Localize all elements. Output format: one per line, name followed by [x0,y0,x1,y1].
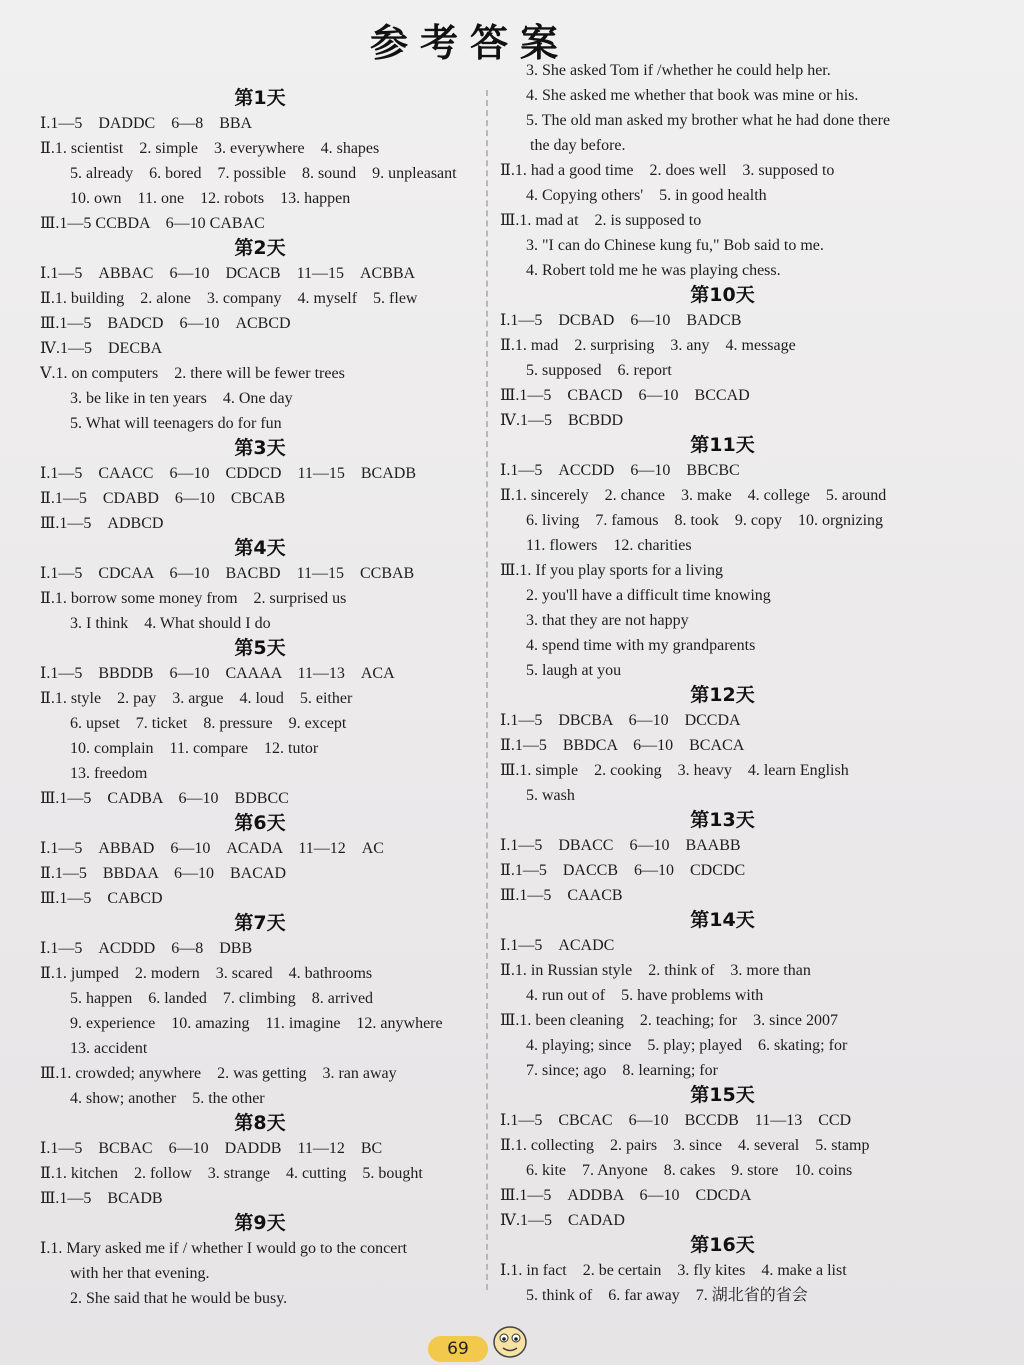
answer-line: Ⅲ.1—5 BCADB [40,1190,163,1207]
answer-line: Ⅱ.1. jumped 2. modern 3. scared 4. bathrooms [40,965,373,982]
answer-line: 4. Copying others' 5. in good health [526,187,767,204]
answer-line: Ⅲ.1—5 CCBDA 6—10 CABAC [40,215,265,232]
page-number: 69 [428,1336,488,1362]
answer-line: the day before. [530,137,626,154]
answer-line: Ⅰ.1—5 ACADC [500,937,615,954]
answer-line: Ⅰ.1—5 CDCAA 6—10 BACBD 11—15 CCBAB [40,565,415,582]
day-heading: 第10天 [690,284,755,306]
answer-line: Ⅱ.1. building 2. alone 3. company 4. myself 5. flew [40,290,418,307]
answer-line: 4. show; another 5. the other [70,1090,265,1107]
day-heading: 第2天 [234,237,286,259]
answer-line: Ⅳ.1—5 CADAD [500,1212,625,1229]
answer-line: 4. Robert told me he was playing chess. [526,262,781,279]
answer-line: Ⅰ.1—5 BBDDB 6—10 CAAAA 11—13 ACA [40,665,395,682]
answer-line: Ⅱ.1. scientist 2. simple 3. everywhere 4. shapes [40,140,380,157]
answer-line: Ⅰ.1—5 DADDC 6—8 BBA [40,115,253,132]
answer-line: Ⅰ.1—5 ABBAD 6—10 ACADA 11—12 AC [40,840,384,857]
answer-line: 5. What will teenagers do for fun [70,415,282,432]
answer-line: 2. She said that he would be busy. [70,1290,288,1307]
answer-line: 10. own 11. one 12. robots 13. happen [70,190,351,207]
answer-line: Ⅲ.1—5 CABCD [40,890,163,907]
answer-line: 7. since; ago 8. learning; for [526,1062,718,1079]
answer-line: 10. complain 11. compare 12. tutor [70,740,319,757]
answer-line: Ⅰ.1. in fact 2. be certain 3. fly kites 4. make a list [500,1262,847,1279]
answer-line: Ⅲ.1—5 CAACB [500,887,623,904]
answer-line: 5. happen 6. landed 7. climbing 8. arrived [70,990,374,1007]
cartoon-mascot-icon [488,1318,532,1362]
answer-line: Ⅰ.1—5 CAACC 6—10 CDDCD 11—15 BCADB [40,465,416,482]
day-heading: 第6天 [234,812,286,834]
answer-line: 3. "I can do Chinese kung fu," Bob said to me. [526,237,824,254]
answer-line: 5. The old man asked my brother what he had done there [526,112,891,129]
right-column [500,58,945,1308]
answer-line: 3. be like in ten years 4. One day [70,390,293,407]
answer-line: 13. accident [70,1040,148,1057]
answer-line: Ⅱ.1. style 2. pay 3. argue 4. loud 5. either [40,690,353,707]
answer-line: 4. playing; since 5. play; played 6. skating; for [526,1037,848,1054]
day-heading: 第8天 [234,1112,286,1134]
answer-line: Ⅰ.1—5 ACDDD 6—8 DBB [40,940,253,957]
answer-line: 2. you'll have a difficult time knowing [526,587,771,604]
day-heading: 第1天 [234,87,286,109]
answer-line: Ⅳ.1—5 BCBDD [500,412,624,429]
answer-line: 3. I think 4. What should I do [70,615,271,632]
answer-line: Ⅱ.1. in Russian style 2. think of 3. more than [500,962,811,979]
answer-line: Ⅰ.1—5 CBCAC 6—10 BCCDB 11—13 CCD [500,1112,852,1129]
answer-line: Ⅰ.1—5 DBACC 6—10 BAABB [500,837,741,854]
day-heading: 第12天 [690,684,755,706]
day-heading: 第7天 [234,912,286,934]
answer-line: Ⅲ.1. been cleaning 2. teaching; for 3. since 2007 [500,1012,839,1029]
answer-line: with her that evening. [70,1265,210,1282]
answer-line: 13. freedom [70,765,148,782]
answer-line: Ⅲ.1. crowded; anywhere 2. was getting 3. ran away [40,1065,397,1082]
answer-line: 5. think of 6. far away 7. 湖北省的省会 [526,1287,808,1304]
answer-line: Ⅴ.1. on computers 2. there will be fewer trees [40,365,345,382]
answer-line: Ⅱ.1—5 DACCB 6—10 CDCDC [500,862,746,879]
answer-line: Ⅲ.1—5 ADBCD [40,515,164,532]
answer-line: 4. She asked me whether that book was mine or his. [526,87,859,104]
answer-line: Ⅱ.1. kitchen 2. follow 3. strange 4. cutting 5. bought [40,1165,423,1182]
day-heading: 第3天 [234,437,286,459]
answer-line: 5. wash [526,787,575,804]
answer-line: Ⅲ.1—5 CBACD 6—10 BCCAD [500,387,750,404]
answer-line: 6. upset 7. ticket 8. pressure 9. except [70,715,347,732]
left-column [40,86,480,1311]
day-heading: 第15天 [690,1084,755,1106]
answer-line: 6. living 7. famous 8. took 9. copy 10. orgnizing [526,512,884,529]
answer-line: Ⅰ.1—5 DBCBA 6—10 DCCDA [500,712,741,729]
answer-line: Ⅱ.1—5 CDABD 6—10 CBCAB [40,490,286,507]
answer-line: Ⅱ.1. sincerely 2. chance 3. make 4. college 5. around [500,487,887,504]
answer-line: Ⅱ.1—5 BBDCA 6—10 BCACA [500,737,745,754]
answer-line: Ⅰ.1—5 ACCDD 6—10 BBCBC [500,462,740,479]
day-heading: 第4天 [234,537,286,559]
day-heading: 第9天 [234,1212,286,1234]
answer-line: Ⅱ.1—5 BBDAA 6—10 BACAD [40,865,287,882]
answer-line: 6. kite 7. Anyone 8. cakes 9. store 10. coins [526,1162,853,1179]
answer-line: Ⅱ.1. mad 2. surprising 3. any 4. message [500,337,796,354]
answer-line: 4. run out of 5. have problems with [526,987,764,1004]
answer-line: Ⅱ.1. had a good time 2. does well 3. supposed to [500,162,835,179]
answer-line: Ⅲ.1. simple 2. cooking 3. heavy 4. learn English [500,762,849,779]
answer-line: Ⅰ.1—5 ABBAC 6—10 DCACB 11—15 ACBBA [40,265,416,282]
day-heading: 第14天 [690,909,755,931]
answer-line: 5. already 6. bored 7. possible 8. sound 9. unpleasant [70,165,457,182]
day-heading: 第16天 [690,1234,755,1256]
answer-line: Ⅲ.1. If you play sports for a living [500,562,723,579]
answer-line: Ⅲ.1—5 CADBA 6—10 BDBCC [40,790,289,807]
answer-line: Ⅰ.1—5 BCBAC 6—10 DADDB 11—12 BC [40,1140,383,1157]
day-heading: 第5天 [234,637,286,659]
answer-line: Ⅱ.1. borrow some money from 2. surprised us [40,590,347,607]
day-heading: 第11天 [690,434,755,456]
page-title: 参考答案 [369,21,570,65]
answer-line: Ⅳ.1—5 DECBA [40,340,163,357]
answer-line: Ⅲ.1—5 BADCD 6—10 ACBCD [40,315,291,332]
answer-line: Ⅲ.1—5 ADDBA 6—10 CDCDA [500,1187,752,1204]
answer-line: 5. supposed 6. report [526,362,672,379]
answer-line: Ⅰ.1. Mary asked me if / whether I would go to the concert [40,1240,408,1257]
answer-line: 3. that they are not happy [526,612,689,629]
answer-line: 11. flowers 12. charities [526,537,692,554]
column-divider [486,90,488,1290]
answer-line: 5. laugh at you [526,662,622,679]
answer-line: Ⅰ.1—5 DCBAD 6—10 BADCB [500,312,742,329]
answer-line: Ⅱ.1. collecting 2. pairs 3. since 4. several 5. stamp [500,1137,870,1154]
answer-line: Ⅲ.1. mad at 2. is supposed to [500,212,702,229]
answer-line: 4. spend time with my grandparents [526,637,756,654]
answer-line: 9. experience 10. amazing 11. imagine 12. anywhere [70,1015,443,1032]
day-heading: 第13天 [690,809,755,831]
answer-line: 3. She asked Tom if /whether he could help her. [526,62,831,79]
